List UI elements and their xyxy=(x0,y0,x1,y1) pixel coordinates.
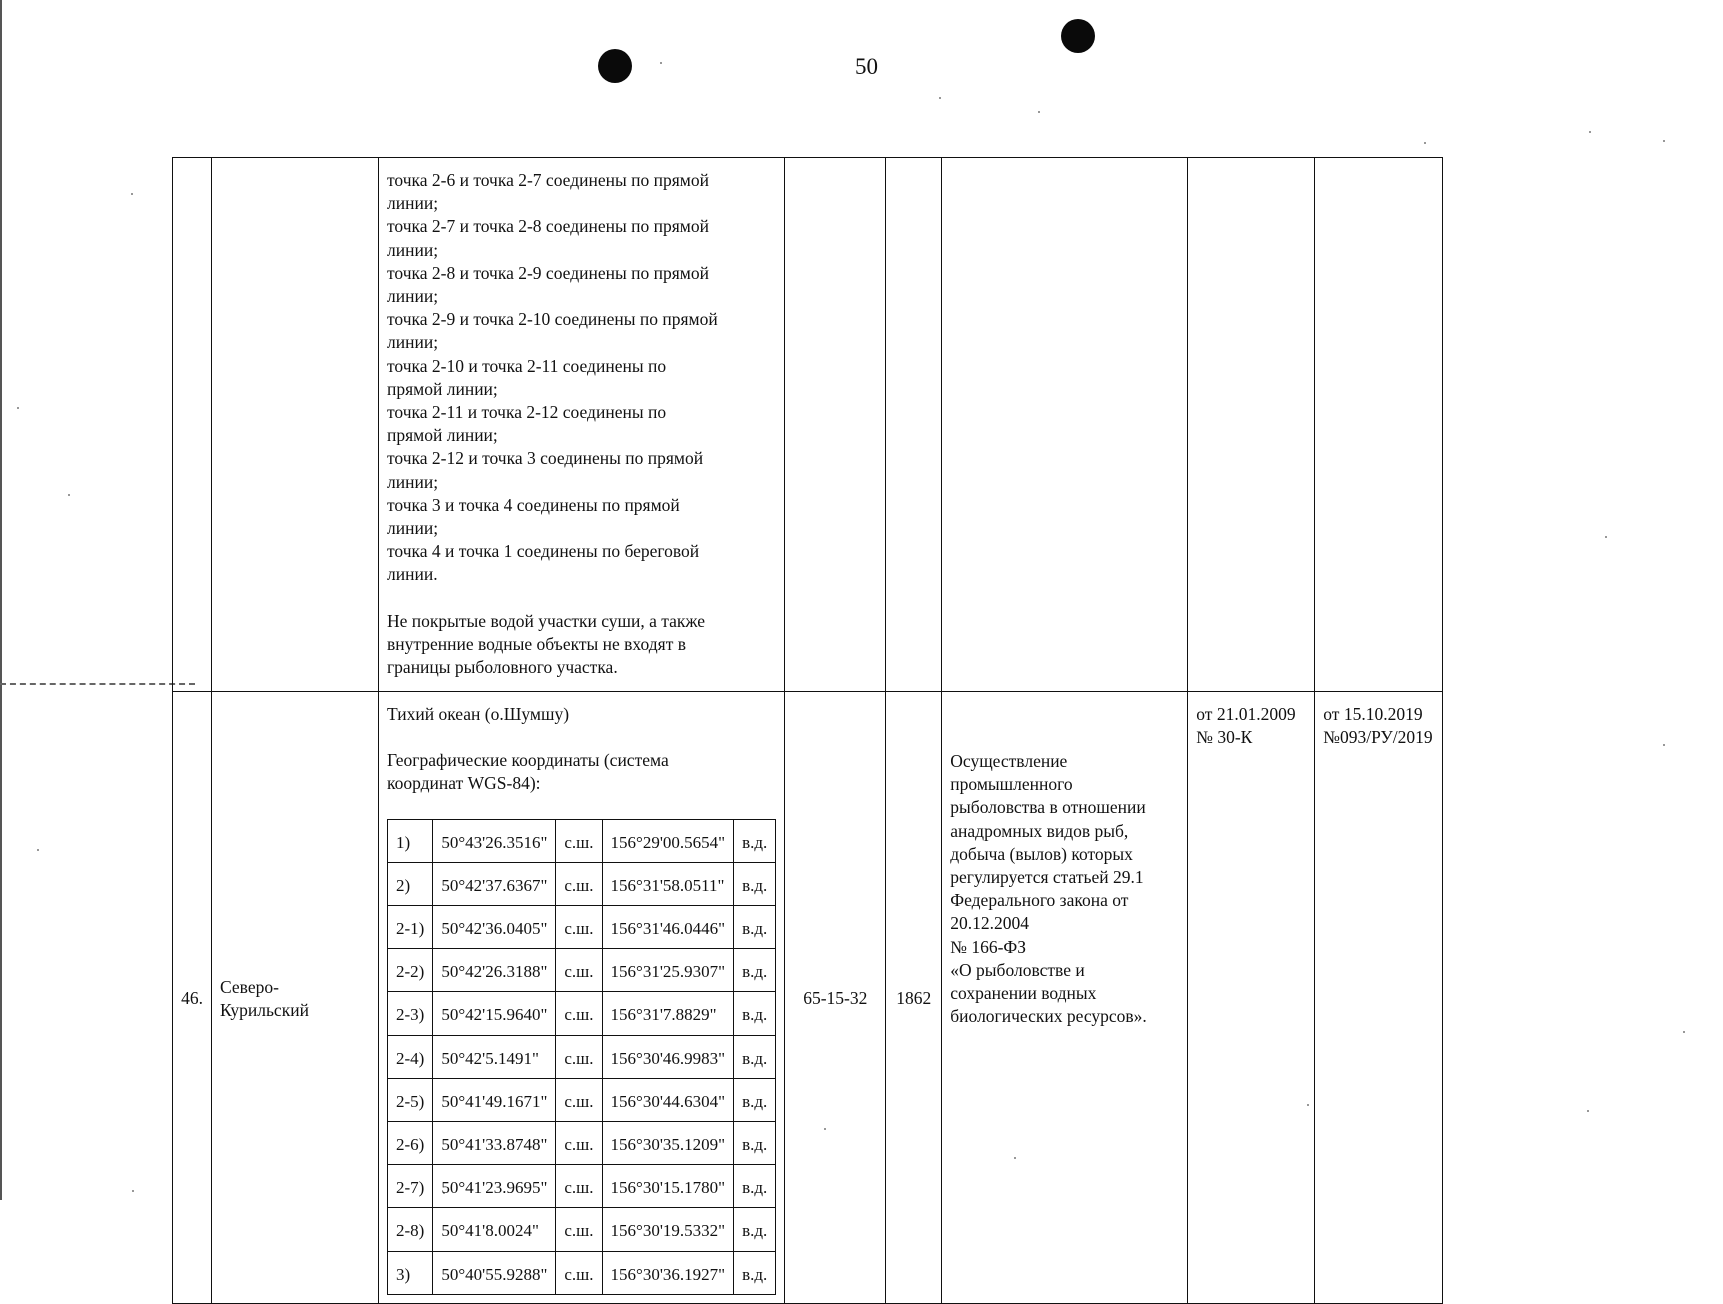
note-line: границы рыболовного участка. xyxy=(387,657,618,678)
purpose-line: анадромных видов рыб, xyxy=(950,820,1129,841)
cell-boundary-description xyxy=(379,692,785,1304)
coordinate-label: 2-4) xyxy=(388,1035,433,1078)
coordinate-label: 2-6) xyxy=(388,1122,433,1165)
coordinate-longitude: 156°31'58.0511" xyxy=(602,862,734,905)
boundary-line: точка 2-8 и точка 2-9 соединены по прямой xyxy=(387,262,709,283)
scan-speckle xyxy=(660,62,662,64)
coordinate-hemisphere-ns: с.ш. xyxy=(556,819,602,862)
scan-speckle xyxy=(1424,142,1426,144)
boundary-line: прямой линии; xyxy=(387,425,498,446)
scan-speckle xyxy=(68,494,70,496)
coordinate-row xyxy=(388,949,776,992)
boundary-line: точка 2-7 и точка 2-8 соединены по прямой xyxy=(387,216,709,237)
cell-area xyxy=(886,158,942,692)
coordinate-hemisphere-ns: с.ш. xyxy=(556,1122,602,1165)
purpose-line: Федерального закона от xyxy=(950,890,1129,911)
cell-agreement-date xyxy=(1188,692,1315,1304)
cell-purpose xyxy=(942,158,1188,692)
coordinate-longitude: 156°30'19.5332" xyxy=(602,1208,734,1251)
scan-speckle xyxy=(1663,744,1665,746)
coordinate-label: 3) xyxy=(388,1251,433,1294)
purpose-line: Осуществление xyxy=(950,751,1068,771)
coordinate-row xyxy=(388,819,776,862)
coordinate-label: 2-2) xyxy=(388,949,433,992)
coordinate-hemisphere-ns: с.ш. xyxy=(556,862,602,905)
coordinate-latitude: 50°41'23.9695" xyxy=(433,1165,556,1208)
scan-left-edge xyxy=(0,0,2,1200)
coordinate-hemisphere-ew: в.д. xyxy=(734,1165,776,1208)
coordinate-longitude: 156°31'46.0446" xyxy=(602,906,734,949)
scan-speckle xyxy=(1038,111,1040,113)
coordinate-hemisphere-ns: с.ш. xyxy=(556,949,602,992)
coordinate-hemisphere-ew: в.д. xyxy=(734,949,776,992)
scan-speckle xyxy=(1605,536,1607,538)
coordinate-hemisphere-ew: в.д. xyxy=(734,862,776,905)
boundary-line: линии; xyxy=(387,239,439,260)
coordinate-longitude: 156°30'44.6304" xyxy=(602,1078,734,1121)
coordinate-longitude: 156°31'7.8829" xyxy=(602,992,734,1035)
purpose-line: биологических ресурсов». xyxy=(950,1006,1147,1027)
coordinate-latitude: 50°43'26.3516" xyxy=(433,819,556,862)
coordinate-row xyxy=(388,1251,776,1294)
page-number: 50 xyxy=(855,54,878,79)
coordinate-longitude: 156°29'00.5654" xyxy=(602,819,734,862)
boundary-line: линии. xyxy=(387,564,438,585)
scan-speckle xyxy=(17,407,19,409)
purpose-line: рыболовства в отношении xyxy=(950,797,1146,818)
cell-number xyxy=(173,692,212,1304)
scan-speckle xyxy=(37,849,39,851)
coordinate-hemisphere-ns: с.ш. xyxy=(556,992,602,1035)
coordinate-latitude: 50°42'15.9640" xyxy=(433,992,556,1035)
row-number: 46. xyxy=(181,988,203,1009)
coordinate-row xyxy=(388,906,776,949)
coordinate-hemisphere-ns: с.ш. xyxy=(556,1078,602,1121)
punch-hole-mark xyxy=(1061,19,1095,53)
purpose-line: № 166-ФЗ xyxy=(950,936,1027,957)
coordinate-hemisphere-ew: в.д. xyxy=(734,906,776,949)
scan-speckle xyxy=(131,193,133,195)
scan-speckle xyxy=(1589,131,1591,133)
purpose-line: добыча (вылов) которых xyxy=(950,843,1133,864)
coordinate-hemisphere-ew: в.д. xyxy=(734,819,776,862)
coordinates-list xyxy=(387,819,776,1295)
agreement-date: от 21.01.2009 xyxy=(1196,704,1296,724)
cell-purpose xyxy=(942,692,1188,1304)
boundary-line: линии; xyxy=(387,286,439,307)
coordinate-hemisphere-ns: с.ш. xyxy=(556,1035,602,1078)
coordinate-latitude: 50°41'49.1671" xyxy=(433,1078,556,1121)
boundary-line: прямой линии; xyxy=(387,378,498,399)
purpose-line: 20.12.2004 xyxy=(950,913,1030,934)
coordinate-hemisphere-ew: в.д. xyxy=(734,1251,776,1294)
coordinate-longitude: 156°30'35.1209" xyxy=(602,1122,734,1165)
boundary-line: точка 2-12 и точка 3 соединены по прямой xyxy=(387,448,704,469)
coordinate-longitude: 156°30'36.1927" xyxy=(602,1251,734,1294)
table-row-continuation xyxy=(173,158,1443,692)
purpose-line: сохранении водных xyxy=(950,983,1097,1004)
area-name: Курильский xyxy=(220,999,309,1020)
coordinate-longitude: 156°31'25.9307" xyxy=(602,949,734,992)
coordinate-longitude: 156°30'15.1780" xyxy=(602,1165,734,1208)
coordinate-hemisphere-ew: в.д. xyxy=(734,1078,776,1121)
coordinate-latitude: 50°41'33.8748" xyxy=(433,1122,556,1165)
boundary-line: точка 2-10 и точка 2-11 соединены по xyxy=(387,355,667,376)
coordinate-latitude: 50°40'55.9288" xyxy=(433,1251,556,1294)
amendment-number: №093/РУ/2019 xyxy=(1323,727,1433,748)
purpose-line: регулируется статьей 29.1 xyxy=(950,867,1144,888)
coordinate-label: 2-5) xyxy=(388,1078,433,1121)
coordinate-label: 1) xyxy=(388,819,433,862)
agreement-number: № 30-К xyxy=(1196,727,1253,748)
scan-speckle xyxy=(939,97,941,99)
coordinate-latitude: 50°42'36.0405" xyxy=(433,906,556,949)
coordinate-latitude: 50°41'8.0024" xyxy=(433,1208,556,1251)
coordinate-hemisphere-ew: в.д. xyxy=(734,992,776,1035)
scan-speckle xyxy=(132,1190,134,1192)
purpose-line: промышленного xyxy=(950,774,1073,795)
scan-speckle xyxy=(1587,1110,1589,1112)
cell-boundary-description xyxy=(379,158,785,692)
cell-name xyxy=(212,158,379,692)
coordinates-title: Географические координаты (система xyxy=(387,750,669,771)
boundary-line: линии; xyxy=(387,193,439,214)
boundary-line: точка 3 и точка 4 соединены по прямой xyxy=(387,494,680,515)
coordinate-hemisphere-ew: в.д. xyxy=(734,1122,776,1165)
boundary-line: линии; xyxy=(387,518,439,539)
cell-amendment-date xyxy=(1315,692,1443,1304)
coordinate-row xyxy=(388,1078,776,1121)
coordinate-latitude: 50°42'37.6367" xyxy=(433,862,556,905)
coordinate-longitude: 156°30'46.9983" xyxy=(602,1035,734,1078)
cell-name xyxy=(212,692,379,1304)
boundary-line: точка 4 и точка 1 соединены по береговой xyxy=(387,541,700,562)
coordinate-row xyxy=(388,862,776,905)
coordinate-label: 2) xyxy=(388,862,433,905)
coordinate-row xyxy=(388,992,776,1035)
table-row-46 xyxy=(173,692,1443,1304)
cell-code xyxy=(785,692,886,1304)
cell-agreement-date xyxy=(1188,158,1315,692)
coordinate-latitude: 50°42'26.3188" xyxy=(433,949,556,992)
coordinate-row xyxy=(388,1035,776,1078)
cell-code xyxy=(785,158,886,692)
coordinate-row xyxy=(388,1122,776,1165)
coordinates-title: координат WGS-84): xyxy=(387,773,541,794)
boundary-line: точка 2-11 и точка 2-12 соединены по xyxy=(387,402,667,423)
area-name: Северо- xyxy=(220,976,279,997)
coordinate-label: 2-7) xyxy=(388,1165,433,1208)
fishing-areas-table xyxy=(172,157,1443,1304)
coordinate-label: 2-1) xyxy=(388,906,433,949)
scan-speckle xyxy=(1683,1031,1685,1033)
coordinate-hemisphere-ew: в.д. xyxy=(734,1035,776,1078)
water-body-name: Тихий океан (о.Шумшу) xyxy=(387,704,570,724)
punch-hole-mark xyxy=(598,49,632,83)
coordinate-hemisphere-ns: с.ш. xyxy=(556,1208,602,1251)
coordinate-hemisphere-ns: с.ш. xyxy=(556,906,602,949)
amendment-date: от 15.10.2019 xyxy=(1323,704,1423,724)
coordinate-hemisphere-ew: в.д. xyxy=(734,1208,776,1251)
cell-number xyxy=(173,158,212,692)
boundary-line: точка 2-9 и точка 2-10 соединены по прямой xyxy=(387,309,718,330)
coordinate-hemisphere-ns: с.ш. xyxy=(556,1165,602,1208)
note-line: Не покрытые водой участки суши, а также xyxy=(387,610,705,631)
cell-area xyxy=(886,692,942,1304)
boundary-line: линии; xyxy=(387,332,439,353)
boundary-line: точка 2-6 и точка 2-7 соединены по прямой xyxy=(387,170,709,190)
coordinate-latitude: 50°42'5.1491" xyxy=(433,1035,556,1078)
coordinate-hemisphere-ns: с.ш. xyxy=(556,1251,602,1294)
scan-dashed-line xyxy=(0,683,195,685)
note-line: внутренние водные объекты не входят в xyxy=(387,633,686,654)
area-code: 65-15-32 xyxy=(803,988,868,1009)
coordinate-label: 2-8) xyxy=(388,1208,433,1251)
scan-speckle xyxy=(1663,140,1665,142)
coordinate-row xyxy=(388,1208,776,1251)
purpose-line: «О рыболовстве и xyxy=(950,959,1085,980)
area-size: 1862 xyxy=(896,988,932,1009)
boundary-line: линии; xyxy=(387,471,439,492)
coordinate-label: 2-3) xyxy=(388,992,433,1035)
cell-amendment-date xyxy=(1315,158,1443,692)
coordinate-row xyxy=(388,1165,776,1208)
